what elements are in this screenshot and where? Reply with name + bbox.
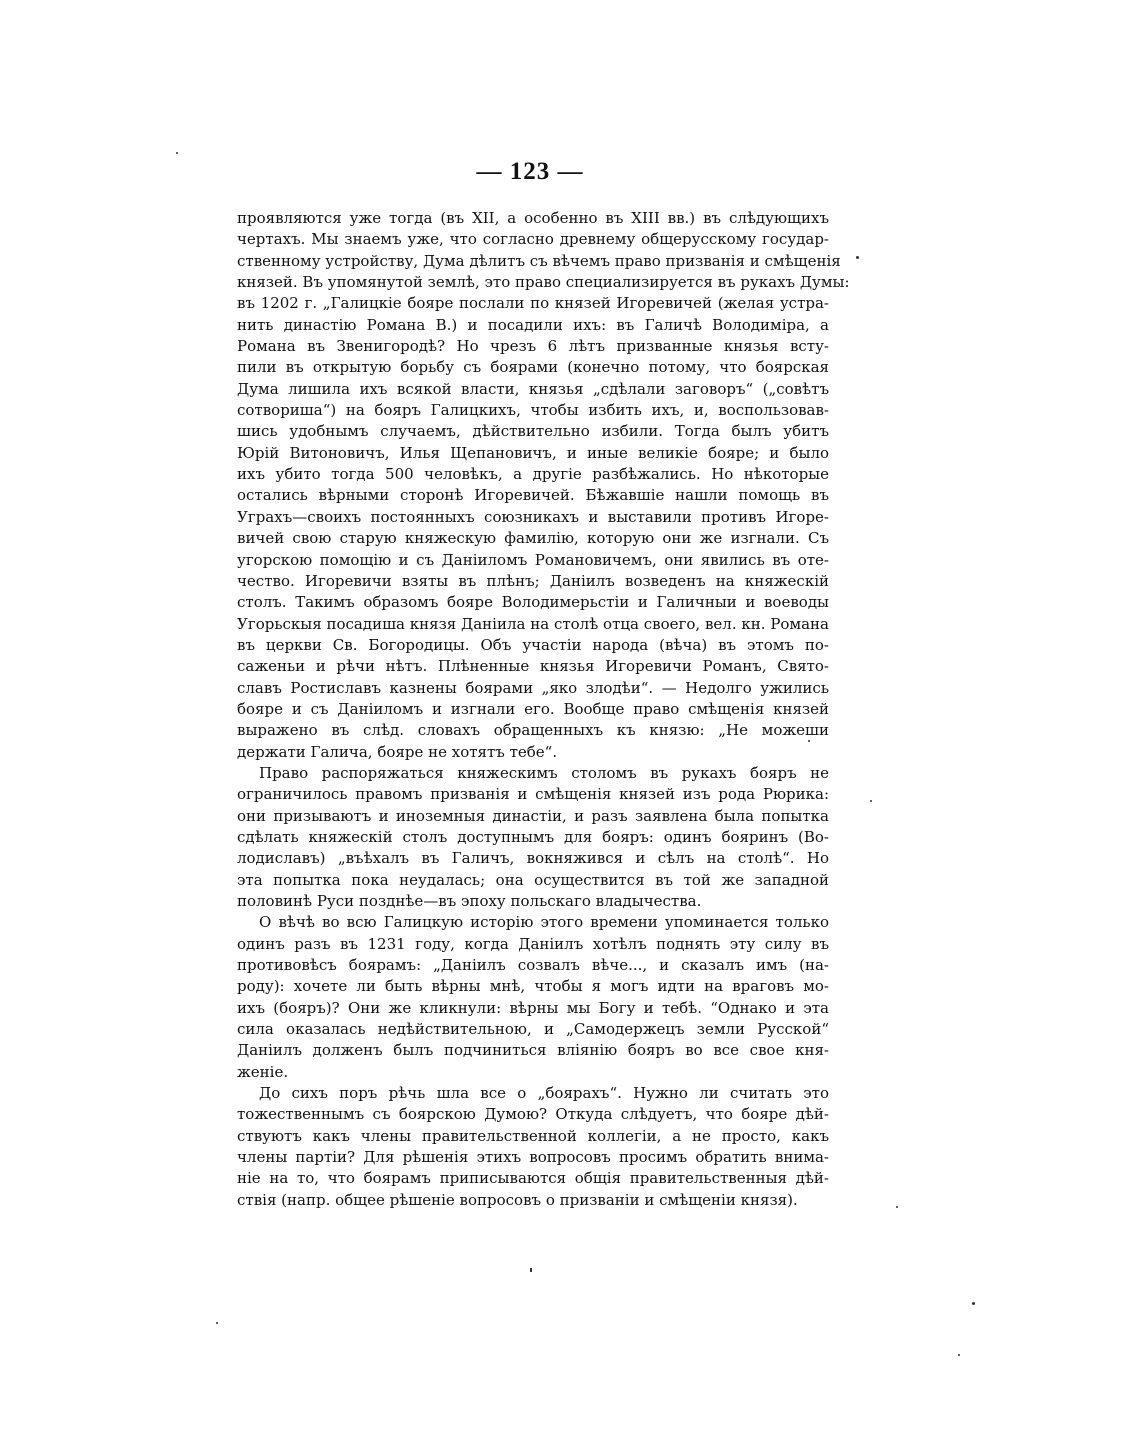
text-line: остались вѣрными сторонѣ Игоревичей. Бѣжавшіе нашли помощь въ: [237, 486, 829, 505]
scan-speck: [176, 152, 178, 154]
paragraph: [237, 208, 850, 763]
text-line: сотвориша“) на бояръ Галицкихъ, чтобы избить ихъ, и, воспользовав-: [237, 401, 829, 420]
text-line: вичей свою старую княжескую фамилію, которую они же изгнали. Съ: [237, 529, 829, 548]
text-line: бояре и съ Даніиломъ и изгнали его. Вообще право смѣщенія князей: [237, 699, 829, 718]
text-line: члены партіи? Для рѣшенія этихъ вопросовъ просимъ обратить внима-: [237, 1148, 829, 1167]
text-line: Право распоряжаться княжескимъ столомъ въ рукахъ бояръ не: [259, 763, 829, 782]
text-line: сдѣлать княжескій столъ доступнымъ для бояръ: одинъ бояринъ (Во-: [237, 827, 829, 846]
text-line: они призываютъ и иноземныя династіи, и разъ заявлена была попытка: [237, 806, 829, 825]
text-line: столъ. Такимъ образомъ бояре Володимерьстіи и Галичныи и воеводы: [237, 593, 829, 612]
text-line: эта попытка пока неудалась; она осуществится въ той же западной: [237, 870, 829, 889]
text-line: держати Галича, бояре не хотятъ тебе“.: [237, 742, 558, 761]
text-line: въ церкви Св. Богородицы. Объ участіи народа (вѣча) въ этомъ по-: [237, 635, 829, 654]
text-line: Юрій Витоновичъ, Илья Щепановичъ, и иные великіе бояре; и было: [237, 443, 829, 462]
scan-speck: [870, 800, 872, 802]
text-line: сила оказалась недѣйствительною, и „Самодержецъ земли Русской“: [237, 1020, 829, 1039]
text-line: половинѣ Руси позднѣе—въ эпоху польскаго владычества.: [237, 892, 702, 910]
text-line: женіе.: [237, 1062, 289, 1081]
scan-speck: [958, 1354, 960, 1356]
text-line: проявляются уже тогда (въ XII, а особенно въ XIII вв.) въ слѣдующихъ: [237, 209, 829, 227]
text-line: саженьи и рѣчи нѣтъ. Плѣненные князья Игоревичи Романъ, Свято-: [237, 657, 829, 676]
text-line: въ 1202 г. „Галицкіе бояре послали по князей Игоревичей (желая устра-: [237, 294, 829, 313]
text-line: нить династію Романа В.) и посадили ихъ: въ Галичѣ Володиміра, а: [237, 315, 829, 334]
text-line: славъ Ростиславъ казнены боярами „яко злодѣи“. — Недолго ужились: [237, 678, 829, 697]
paragraph: [237, 1083, 829, 1211]
text-line: Уграхъ—своихъ постоянныхъ союзникахъ и выставили противъ Игоре-: [237, 507, 829, 526]
text-line: ніе на то, что боярамъ приписываются общія правительственныя дѣй-: [237, 1169, 829, 1188]
text-line: ограничилось правомъ призванія и смѣщенія князей изъ рода Рюрика:: [237, 785, 829, 804]
scan-speck: [972, 1302, 975, 1305]
text-line: До сихъ поръ рѣчь шла все о „боярахъ“. Нужно ли считать это: [259, 1084, 829, 1103]
text-line: одинъ разъ въ 1231 году, когда Даніилъ хотѣлъ поднять эту силу въ: [237, 934, 829, 953]
text-line: ихъ (бояръ)? Они же кликнули: вѣрны мы Богу и тебѣ. “Однако и эта: [237, 998, 829, 1017]
body-text: [237, 208, 850, 1211]
text-line: тожественнымъ съ боярскою Думою? Откуда слѣдуетъ, что бояре дѣй-: [237, 1105, 829, 1124]
text-line: шись удобнымъ случаемъ, дѣйствительно избили. Тогда былъ убитъ: [237, 422, 829, 441]
text-line: выражено въ слѣд. словахъ обращенныхъ къ князю: „Не можеши: [237, 721, 829, 740]
page-number: — 123 —: [476, 158, 584, 185]
text-line: противовѣсъ боярамъ: „Даніилъ созвалъ вѣче..., и сказалъ имъ (на-: [237, 956, 829, 975]
text-line: О вѣчѣ во всю Галицкую исторію этого времени упоминается только: [259, 913, 829, 932]
text-line: роду): хочете ли быть вѣрны мнѣ, чтобы я могъ идти на враговъ мо-: [237, 977, 829, 996]
text-line: пили въ открытую борьбу съ боярами (конечно потому, что боярская: [237, 358, 829, 377]
text-line: ствуютъ какъ члены правительственной коллегіи, а не просто, какъ: [237, 1126, 829, 1145]
text-line: чертахъ. Мы знаемъ уже, что согласно древнему общерусскому государ-: [237, 230, 829, 249]
text-line: угорскою помощію и съ Даніиломъ Романовичемъ, они явились въ оте-: [237, 550, 829, 569]
text-line: Угорьскыя посадиша князя Даніила на столѣ отца своего, вел. кн. Романа: [237, 614, 829, 633]
scan-speck: [530, 1268, 532, 1272]
scan-speck: [896, 1206, 898, 1208]
paragraph: [237, 912, 829, 1083]
text-line: Даніилъ долженъ былъ подчиниться вліянію бояръ во все свое кня-: [237, 1041, 829, 1060]
text-line: Дума лишила ихъ всякой власти, князья „сдѣлали заговоръ“ („совѣтъ: [237, 379, 829, 398]
paragraph: [237, 763, 829, 912]
scan-speck: [216, 1322, 218, 1324]
text-line: ствія (напр. общее рѣшеніе вопросовъ о призваніи и смѣщеніи князя).: [237, 1190, 798, 1209]
text-line: ихъ убито тогда 500 человѣкъ, а другіе разбѣжались. Но нѣкоторые: [237, 465, 829, 484]
text-line: чество. Игоревичи взяты въ плѣнъ; Даніилъ возведенъ на княжескій: [237, 571, 829, 590]
scan-speck: [856, 256, 859, 259]
text-line: лодиславъ) „въѣхалъ въ Галичъ, вокняжився и сѣлъ на столѣ“. Но: [237, 849, 829, 868]
text-line: князей. Въ упомянутой землѣ, это право специализируется въ рукахъ Думы:: [237, 273, 850, 292]
scan-speck: [808, 740, 810, 742]
text-line: ственному устройству, Дума дѣлитъ съ вѣчемъ право призванія и смѣщенія: [237, 251, 841, 270]
text-line: Романа въ Звенигородѣ? Но чрезъ 6 лѣтъ призванные князья всту-: [237, 337, 829, 356]
